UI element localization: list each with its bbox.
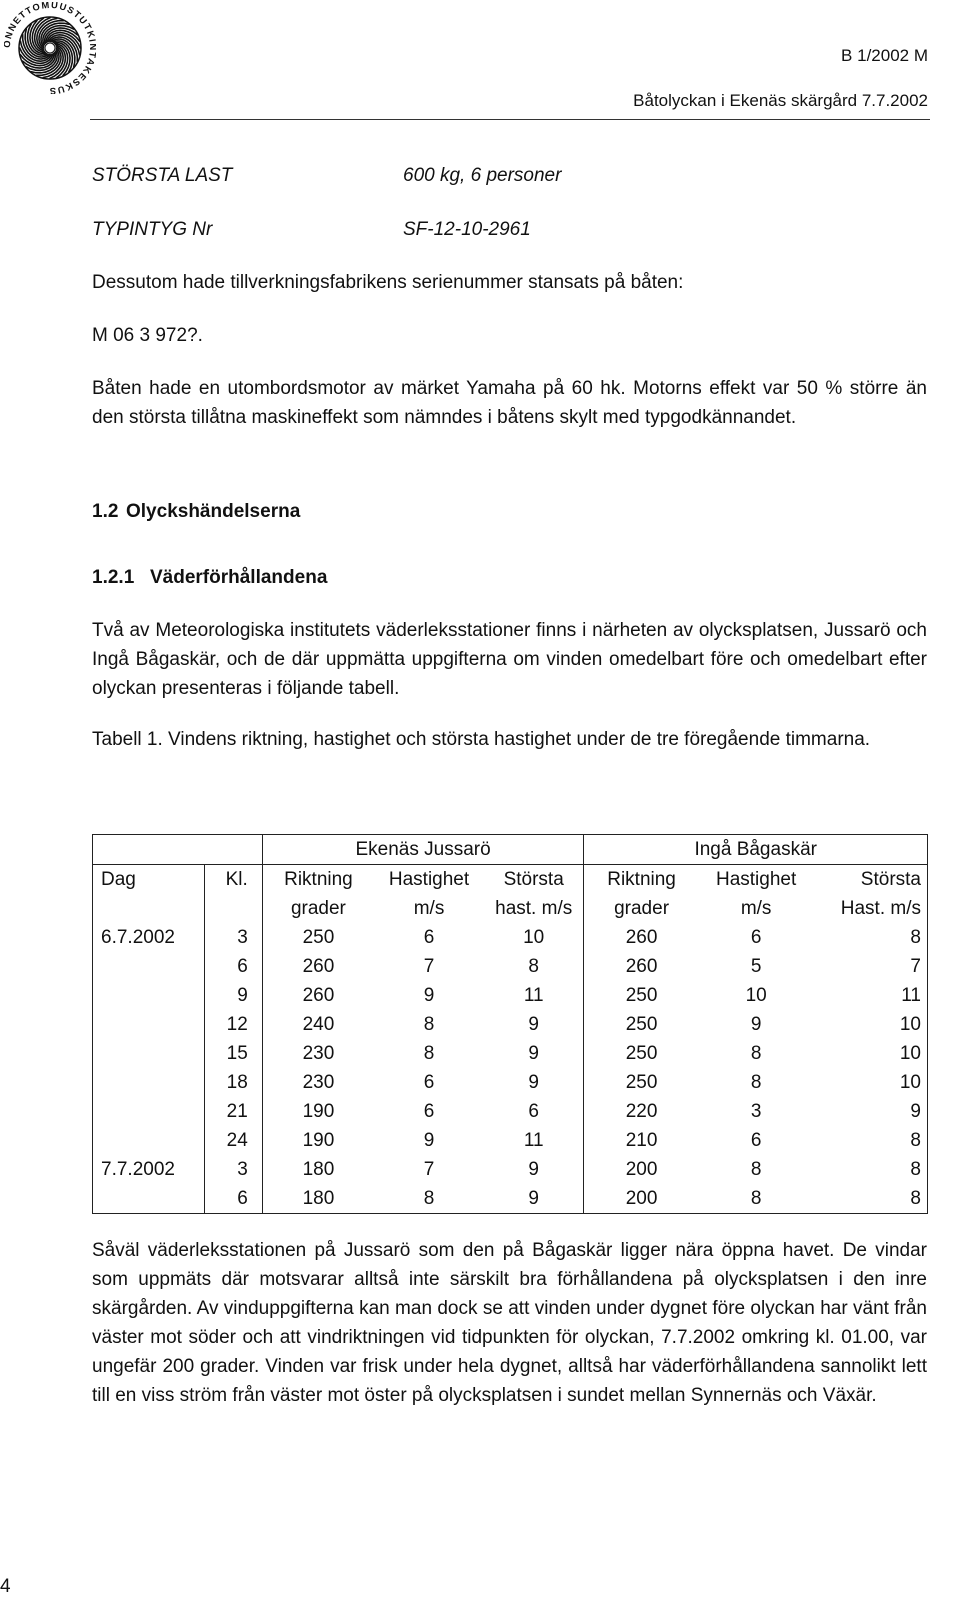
column-header: Största — [503, 869, 564, 890]
table-cell: 180 — [262, 1184, 374, 1214]
column-header: Största — [860, 869, 921, 890]
table-cell: 11 — [523, 1130, 544, 1151]
cell-kl: 3 — [204, 1155, 262, 1184]
cell-dag: 6.7.2002 — [101, 927, 175, 948]
cell-kl: 6 — [204, 1184, 262, 1214]
table-cell: 8 — [910, 1159, 921, 1180]
table-row — [93, 1184, 928, 1214]
table-cell: 9 — [423, 985, 435, 1006]
document-subtitle: Båtolyckan i Ekenäs skärgård 7.7.2002 — [633, 91, 928, 110]
table-row — [93, 981, 928, 1010]
cell-dag — [93, 1184, 205, 1214]
table-row — [93, 1126, 928, 1155]
cell-dag — [93, 1010, 205, 1039]
table-cell: 9 — [910, 1101, 921, 1122]
table-cell: 6 — [423, 1101, 435, 1122]
station-name-bagaskar: Ingå Bågaskär — [584, 835, 928, 865]
table-cell: 6 — [750, 927, 762, 948]
table-cell: 260 — [262, 981, 374, 1010]
table-cell: 200 — [584, 1155, 699, 1184]
cell-kl: 21 — [204, 1097, 262, 1126]
spec-label-type: TYPINTYG Nr — [92, 219, 213, 240]
table-cell: 9 — [528, 1043, 539, 1064]
table-cell: 9 — [423, 1130, 435, 1151]
column-header: Hastighet — [715, 869, 797, 890]
table-cell: 250 — [584, 1068, 699, 1097]
table-cell: 11 — [901, 985, 921, 1006]
weather-intro-paragraph: Två av Meteorologiska institutets väderleksstationer finns i närheten av olycksplatsen, Jussarö och Ingå Bågaskär, och de där uppmätta uppgifterna om vinden omedelbart före och omedelbart efter olyckan presenteras i följande tabell. — [92, 620, 927, 699]
table-cell: 8 — [910, 1130, 921, 1151]
table-caption: Tabell 1. Vindens riktning, hastighet och största hastighet under de tre föregående timmarna. — [92, 729, 871, 750]
table-cell: 6 — [750, 1130, 762, 1151]
subsection-number: 1.2.1 — [92, 567, 135, 588]
table-cell: 190 — [262, 1126, 374, 1155]
svg-text:ONNETTOMUUSTUTKINTAKESKUS: NNETTOMUUSTUTK AKESKUS — [4, 2, 96, 94]
table-cell: 260 — [262, 952, 374, 981]
column-unit: m/s — [413, 898, 445, 919]
table-cell: 8 — [750, 1043, 762, 1064]
column-unit: m/s — [740, 898, 772, 919]
spec-value-load: 600 kg, 6 personer — [403, 165, 562, 186]
station-header-row — [93, 835, 928, 865]
table-cell: 8 — [750, 1188, 762, 1209]
table-cell: 190 — [262, 1097, 374, 1126]
table-row — [93, 923, 928, 952]
header-rule — [90, 119, 930, 120]
cell-kl: 18 — [204, 1068, 262, 1097]
column-header: Riktning — [584, 865, 699, 895]
table-cell: 7 — [423, 1159, 435, 1180]
table-cell: 6 — [423, 1072, 435, 1093]
table-cell: 8 — [423, 1043, 435, 1064]
logo-emblem-icon — [4, 2, 96, 94]
cell-dag — [93, 1097, 205, 1126]
table-row — [93, 1010, 928, 1039]
table-cell: 230 — [262, 1068, 374, 1097]
table-cell: 5 — [750, 956, 762, 977]
section-title: Olyckshändelserna — [126, 501, 301, 522]
cell-dag — [93, 981, 205, 1010]
table-cell: 3 — [750, 1101, 762, 1122]
table-cell: 9 — [750, 1014, 762, 1035]
table-cell: 260 — [584, 952, 699, 981]
table-cell: 6 — [528, 1101, 539, 1122]
table-cell: 7 — [910, 956, 921, 977]
table-cell: 9 — [528, 1188, 539, 1209]
table-cell: 10 — [899, 1043, 921, 1064]
section-number: 1.2 — [92, 501, 119, 522]
spec-label-load: STÖRSTA LAST — [92, 165, 233, 186]
table-cell: 8 — [423, 1014, 435, 1035]
table-cell: 250 — [262, 923, 374, 952]
page-number: 4 — [0, 1576, 11, 1597]
table-cell: 250 — [584, 981, 699, 1010]
column-header-row — [93, 865, 928, 895]
agency-logo — [4, 2, 96, 94]
closing-paragraph: Såväl väderleksstationen på Jussarö som den på Bågaskär ligger nära öppna havet. De vindar som uppmäts där motsvarar alltså inte särskilt bra förhållandena på olycksplatsen i den inre skärgården. Av vinduppgifterna kan man dock se att vinden under dygnet före olyckan har vänt från väster mot söder och att vindriktningen vid tidpunkten för olyckan, 7.7.2002 omkring kl. 01.00, var ungefär 200 grader. Vinden var frisk under hela dygnet, alltså har väderförhållandena sannolikt lett till en viss ström från väster mot öster på olycksplatsen i sundet mellan Synnernäs och Växär. — [92, 1240, 927, 1406]
table-cell: 9 — [528, 1159, 539, 1180]
cell-kl: 3 — [204, 923, 262, 952]
station-name-jussaro: Ekenäs Jussarö — [262, 835, 584, 865]
motor-paragraph: Båten hade en utombordsmotor av märket Yamaha på 60 hk. Motorns effekt var 50 % större än den största tillåtna maskineffekt som nämndes i båtens skylt med typgodkännandet. — [92, 378, 927, 428]
column-header-kl: Kl. — [204, 865, 262, 895]
column-header-dag: Dag — [101, 869, 136, 890]
table-cell: 8 — [910, 1188, 921, 1209]
table-row — [93, 1068, 928, 1097]
table-cell: 230 — [262, 1039, 374, 1068]
table-cell: 210 — [584, 1126, 699, 1155]
table-row — [93, 952, 928, 981]
table-row — [93, 1039, 928, 1068]
table-cell: 11 — [523, 985, 544, 1006]
table-cell: 8 — [528, 956, 539, 977]
table-cell: 8 — [423, 1188, 435, 1209]
table-row — [93, 1155, 928, 1184]
table-cell: 10 — [899, 1072, 921, 1093]
wind-table — [92, 834, 928, 1214]
table-cell: 10 — [745, 985, 767, 1006]
column-header: Hastighet — [388, 869, 470, 890]
column-header: Riktning — [262, 865, 374, 895]
cell-dag — [93, 1126, 205, 1155]
table-cell: 220 — [584, 1097, 699, 1126]
table-cell: 6 — [423, 927, 435, 948]
cell-dag — [93, 952, 205, 981]
table-cell: 240 — [262, 1010, 374, 1039]
table-cell: 180 — [262, 1155, 374, 1184]
cell-dag — [93, 1068, 205, 1097]
serial-number: M 06 3 972?. — [92, 325, 203, 346]
cell-kl: 6 — [204, 952, 262, 981]
cell-kl: 9 — [204, 981, 262, 1010]
cell-kl: 24 — [204, 1126, 262, 1155]
table-cell: 9 — [528, 1072, 539, 1093]
cell-dag: 7.7.2002 — [101, 1159, 175, 1180]
spec-value-type: SF-12-10-2961 — [403, 219, 531, 240]
table-cell: 7 — [423, 956, 435, 977]
table-cell: 250 — [584, 1010, 699, 1039]
table-cell: 8 — [910, 927, 921, 948]
column-unit: grader — [584, 894, 699, 923]
table-cell: 200 — [584, 1184, 699, 1214]
table-cell: 250 — [584, 1039, 699, 1068]
table-cell: 10 — [899, 1014, 921, 1035]
table-cell: 8 — [750, 1159, 762, 1180]
column-unit: grader — [262, 894, 374, 923]
table-row — [93, 1097, 928, 1126]
table-cell: 260 — [584, 923, 699, 952]
column-unit: hast. m/s — [495, 898, 573, 919]
table-cell: 8 — [750, 1072, 762, 1093]
column-unit: Hast. m/s — [840, 898, 921, 919]
cell-kl: 12 — [204, 1010, 262, 1039]
table-cell: 9 — [528, 1014, 539, 1035]
column-unit-row — [93, 894, 928, 923]
document-id: B 1/2002 M — [841, 46, 928, 65]
table-cell: 10 — [523, 927, 545, 948]
cell-dag — [93, 1039, 205, 1068]
cell-kl: 15 — [204, 1039, 262, 1068]
serial-intro: Dessutom hade tillverkningsfabrikens serienummer stansats på båten: — [92, 272, 684, 293]
subsection-title: Väderförhållandena — [150, 567, 328, 588]
